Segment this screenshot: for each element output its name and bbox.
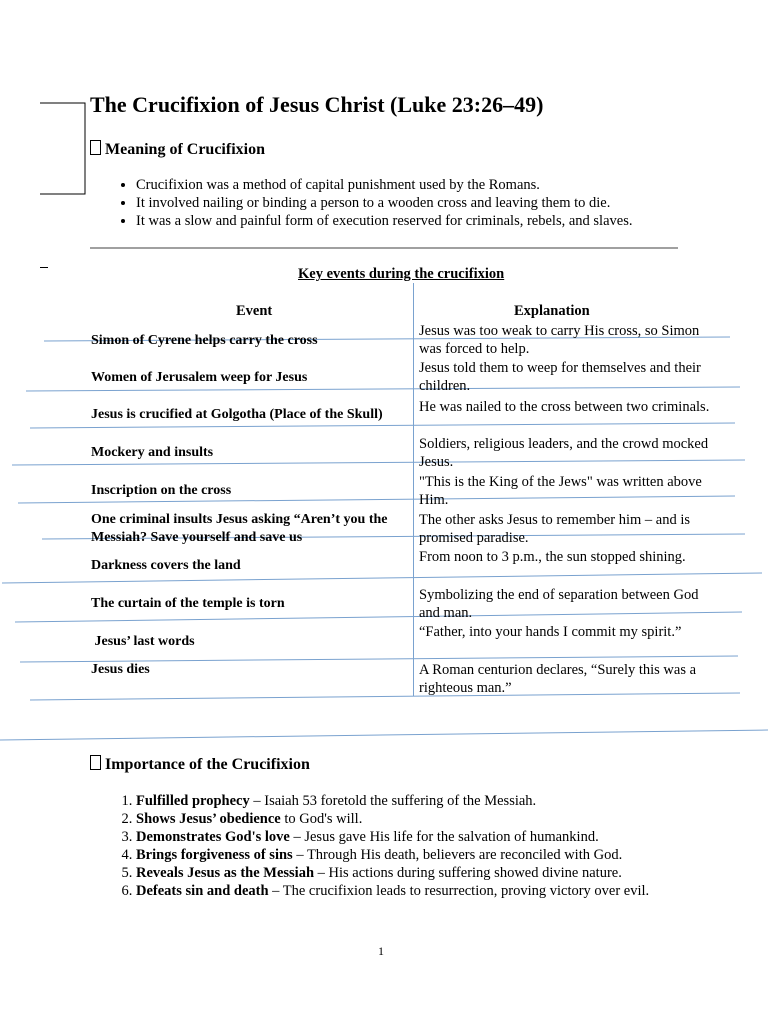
table-cell-explanation: "This is the King of the Jews" was written above Him. [419, 474, 702, 508]
table-cell-event: One criminal insults Jesus asking “Aren’t you the Messiah? Save yourself and save us [91, 512, 388, 545]
column-header-event: Event [236, 303, 273, 319]
table-cell-explanation: A Roman centurion declares, “Surely this was a righteous man.” [419, 662, 697, 696]
document-title: The Crucifixion of Jesus Christ (Luke 23:26–49) [90, 92, 544, 117]
item-bold-lead: Reveals Jesus as the Messiah [136, 865, 315, 881]
table-cell-explanation: He was nailed to the cross between two criminals. [419, 399, 710, 415]
item-rest: to God's will. [280, 811, 363, 827]
page-number: 1 [378, 944, 384, 958]
item-rest: – The crucifixion leads to resurrection, proving victory over evil. [268, 883, 650, 899]
table-cell-event: Inscription on the cross [91, 483, 232, 498]
table-cell-event: Women of Jerusalem weep for Jesus [91, 370, 308, 385]
list-item [136, 864, 649, 882]
list-item: • It was a slow and painful form of execution reserved for criminals, rebels, and slaves. [136, 212, 632, 230]
meaning-heading-text: Meaning of Crucifixion [105, 141, 265, 158]
list-item [136, 828, 649, 846]
item-bold-lead: Demonstrates God's love [136, 829, 290, 845]
importance-heading-text: Importance of the Crucifixion [105, 756, 310, 773]
item-bold-lead: Shows Jesus’ obedience [136, 811, 281, 827]
importance-numbered-list [110, 792, 649, 900]
table-caption: Key events during the crucifixion [298, 266, 505, 282]
table-cell-event: Jesus is crucified at Golgotha (Place of the Skull) [91, 407, 383, 422]
item-bold-lead: Brings forgiveness of sins [136, 847, 293, 863]
table-cell-explanation: “Father, into your hands I commit my spirit.” [419, 624, 682, 640]
item-bold-lead: Defeats sin and death [136, 883, 269, 899]
table-cell-explanation: Soldiers, religious leaders, and the crowd mocked Jesus. [419, 436, 709, 470]
table-cell-event: Darkness covers the land [91, 558, 241, 573]
table-cell-explanation: From noon to 3 p.m., the sun stopped shining. [419, 549, 686, 565]
list-item [136, 882, 649, 900]
table-cell-event: Simon of Cyrene helps carry the cross [91, 333, 318, 348]
item-rest: – Isaiah 53 foretold the suffering of the Messiah. [249, 793, 537, 809]
table-cell-event: Mockery and insults [91, 445, 214, 460]
list-item: • It involved nailing or binding a person to a wooden cross and leaving them to die. [136, 194, 632, 212]
missing-glyph-box-icon [90, 755, 101, 770]
table-cell-event: Jesus dies [91, 662, 150, 677]
table-cell-event: The curtain of the temple is torn [91, 596, 285, 611]
item-rest: – Through His death, believers are reconciled with God. [292, 847, 623, 863]
item-bold-lead: Fulfilled prophecy [136, 793, 250, 809]
item-rest: – Jesus gave His life for the salvation of humankind. [289, 829, 599, 845]
table-cell-explanation: The other asks Jesus to remember him – and is promised paradise. [419, 512, 691, 546]
list-item [136, 846, 649, 864]
column-header-explanation: Explanation [514, 303, 590, 319]
importance-heading [90, 755, 310, 774]
item-rest: – His actions during suffering showed divine nature. [314, 865, 622, 881]
list-item [136, 792, 649, 810]
table-cell-explanation: Jesus was too weak to carry His cross, so Simon was forced to help. [419, 323, 700, 357]
row-rule [0, 730, 768, 740]
table-cell-explanation: Symbolizing the end of separation between God and man. [419, 587, 699, 621]
table-cell-event: Jesus’ last words [91, 634, 195, 649]
table-cell-explanation: Jesus told them to weep for themselves and their children. [419, 360, 701, 394]
list-item: • Crucifixion was a method of capital punishment used by the Romans. [136, 176, 632, 194]
list-item [136, 810, 649, 828]
